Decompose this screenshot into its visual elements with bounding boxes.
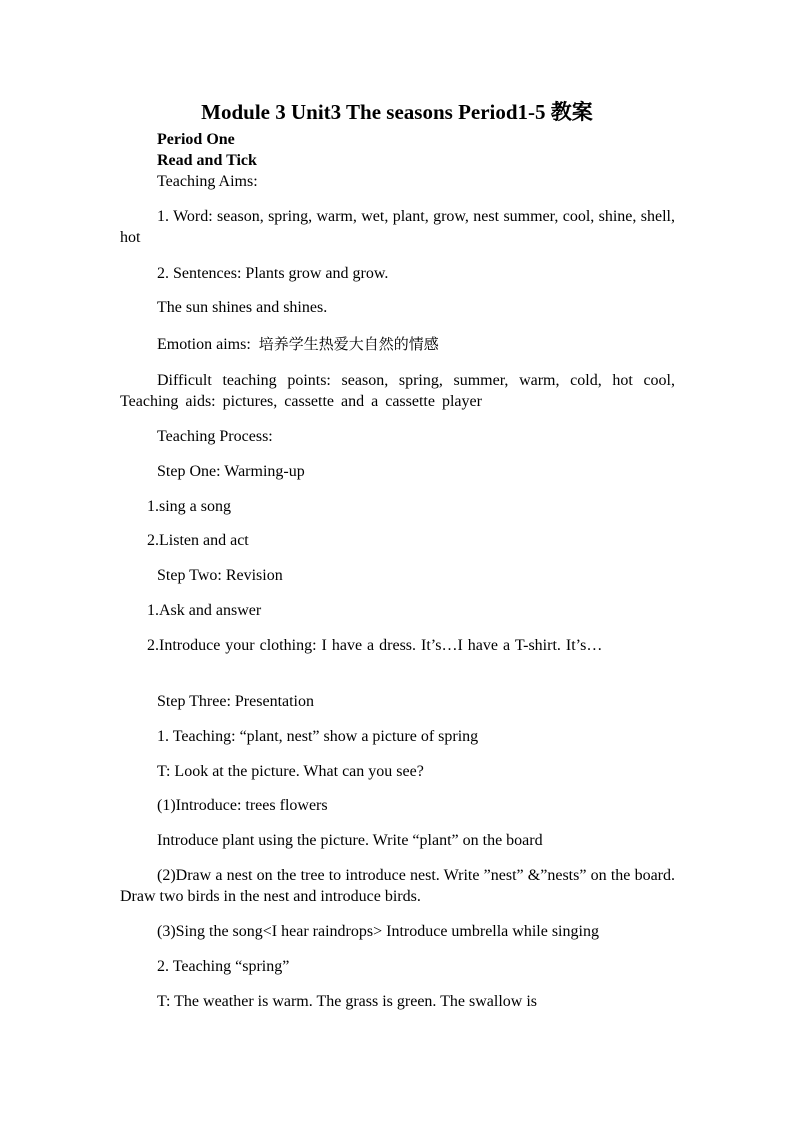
draw-nest-text: (2)Draw a nest on the tree to introduce nest. Write ”nest” &”nests” on the board. Draw two birds in the nest and introduce birds. [120,867,675,905]
emotion-line [157,334,439,355]
sentences-line: 2. Sentences: Plants grow and grow. [157,265,389,282]
sing-raindrops: (3)Sing the song<I hear raindrops> Introduce umbrella while singing [157,923,599,940]
introduce-plant: Introduce plant using the picture. Write “plant” on the board [157,832,543,849]
difficult-paragraph [120,370,675,412]
ask-answer: 1.Ask and answer [147,602,262,619]
teaching-plant-nest: 1. Teaching: “plant, nest” show a picture of spring [157,728,479,745]
word-text: 1. Word: season, spring, warm, wet, plant, grow, nest summer, cool, shine, shell, hot [120,208,675,246]
listen-act: 2.Listen and act [147,532,249,549]
section-heading: Read and Tick [157,152,257,169]
emotion-text: 培养学生热爱大自然的情感 [258,335,439,353]
difficult-text: Difficult teaching points: season, spring, summer, warm, cold, hot cool, Teaching aids: pictures, cassette and a cassette player [120,372,675,410]
document-title: Module 3 Unit3 The seasons Period1-5 教案 [201,100,593,124]
step-two: Step Two: Revision [157,567,283,584]
t-look: T: Look at the picture. What can you see? [157,763,424,780]
sing-song: 1.sing a song [147,498,231,515]
step-one: Step One: Warming-up [157,463,305,480]
process-heading: Teaching Process: [157,428,273,445]
teaching-spring: 2. Teaching “spring” [157,958,290,975]
introduce-trees: (1)Introduce: trees flowers [157,797,328,814]
draw-nest-paragraph [120,865,675,907]
emotion-label: Emotion aims: [157,336,251,353]
aims-heading: Teaching Aims: [157,173,258,190]
step-three: Step Three: Presentation [157,693,314,710]
sun-line: The sun shines and shines. [157,299,328,316]
t-weather: T: The weather is warm. The grass is green. The swallow is [157,993,537,1010]
word-paragraph [120,206,675,248]
period-heading: Period One [157,131,235,148]
introduce-clothing: 2.Introduce your clothing: I have a dress. It’s…I have a T-shirt. It’s… [147,637,603,654]
